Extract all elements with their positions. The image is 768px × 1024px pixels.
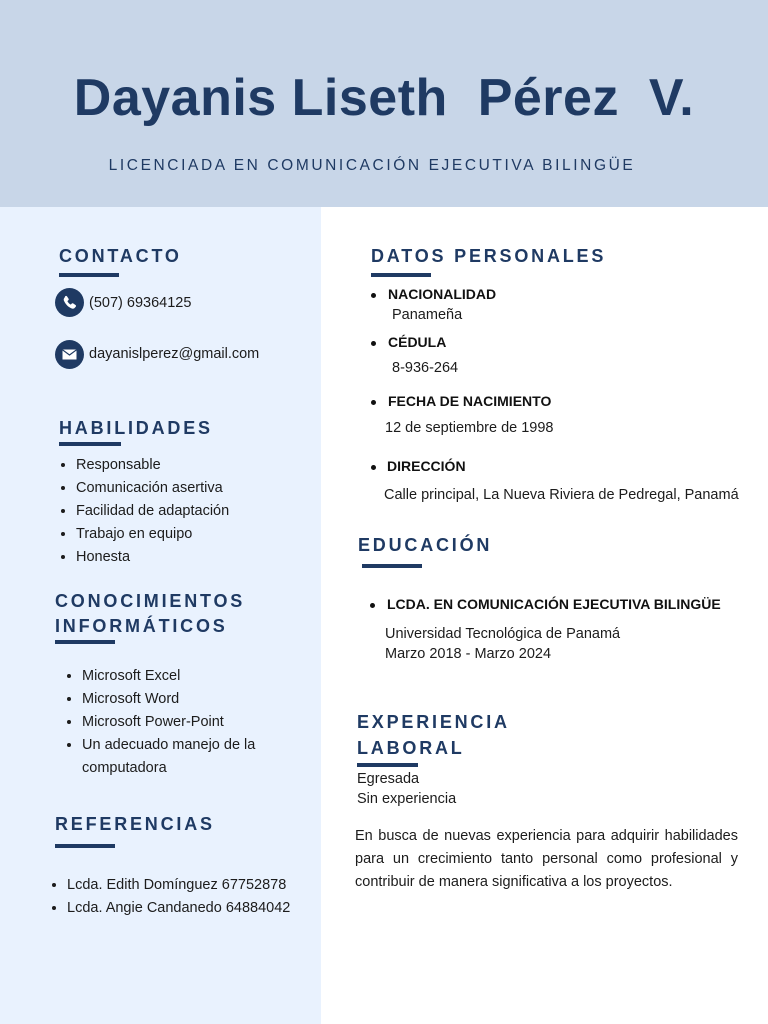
bullet-dot [370,603,375,608]
phone-icon [55,288,84,317]
candidate-title: LICENCIADA EN COMUNICACIÓN EJECUTIVA BILINGÜE [108,157,636,174]
experience-underline [357,763,418,767]
bullet-dot [371,465,376,470]
education-heading: EDUCACIÓN [358,535,493,555]
list-item: • Microsoft Excel [82,665,255,688]
computer-skills-list [61,665,255,780]
list-item: • Lcda. Edith Domínguez 67752878 [67,874,290,897]
birth-label: FECHA DE NACIMIENTO [388,393,552,409]
personal-data-underline [371,273,431,277]
computer-skills-heading-line1: CONOCIMIENTOS [55,591,246,611]
contact-underline [59,273,119,277]
contact-heading: CONTACTO [59,246,182,266]
skills-list [55,454,229,569]
degree-title: LCDA. EN COMUNICACIÓN EJECUTIVA BILINGÜE [387,596,721,612]
list-item: • Honesta [76,546,229,569]
career-objective: En busca de nuevas experiencia para adquirir habilidades para un crecimiento tanto personal como profesional y contribuir de manera significativa a los proyectos. [355,828,738,890]
bullet-dot [371,400,376,405]
list-item: • Responsable [76,454,229,477]
id-value: 8-936-264 [392,360,459,376]
address-label: DIRECCIÓN [387,458,466,474]
list-item: • Microsoft Power-Point [82,711,255,734]
birth-value: 12 de septiembre de 1998 [385,420,554,436]
skills-heading: HABILIDADES [59,418,213,438]
list-item: • Comunicación asertiva [76,477,229,500]
candidate-name: Dayanis Liseth Pérez V. [73,69,695,127]
experience-note: Sin experiencia [357,791,457,807]
list-item: • Microsoft Word [82,688,255,711]
education-underline [362,564,422,568]
list-item: • Lcda. Angie Candanedo 64884042 [67,897,290,920]
school-name: Universidad Tecnológica de Panamá [385,626,621,642]
experience-heading-line1: EXPERIENCIA [357,712,510,732]
header-banner [0,0,768,207]
nationality-label: NACIONALIDAD [388,286,497,302]
references-list [46,874,290,920]
study-period: Marzo 2018 - Marzo 2024 [385,646,552,662]
skills-underline [59,442,121,446]
nationality-value: Panameña [392,307,463,323]
list-item: • Un adecuado manejo de la [82,734,255,757]
references-underline [55,844,115,848]
contact-email[interactable]: dayanislperez@gmail.com [89,346,260,362]
personal-data-heading: DATOS PERSONALES [371,246,607,266]
computer-skills-underline [55,640,115,644]
list-item-continuation: computadora [82,760,167,776]
envelope-icon [55,340,84,369]
contact-phone: (507) 69364125 [89,295,192,311]
bullet-dot [371,341,376,346]
experience-heading-line2: LABORAL [357,738,465,758]
list-item: • Facilidad de adaptación [76,500,229,523]
list-item: • Trabajo en equipo [76,523,229,546]
experience-status: Egresada [357,771,420,787]
computer-skills-heading-line2: INFORMÁTICOS [55,616,228,636]
references-heading: REFERENCIAS [55,814,215,834]
bullet-dot [371,293,376,298]
id-label: CÉDULA [388,334,447,350]
address-value: Calle principal, La Nueva Riviera de Pedregal, Panamá [384,487,739,503]
